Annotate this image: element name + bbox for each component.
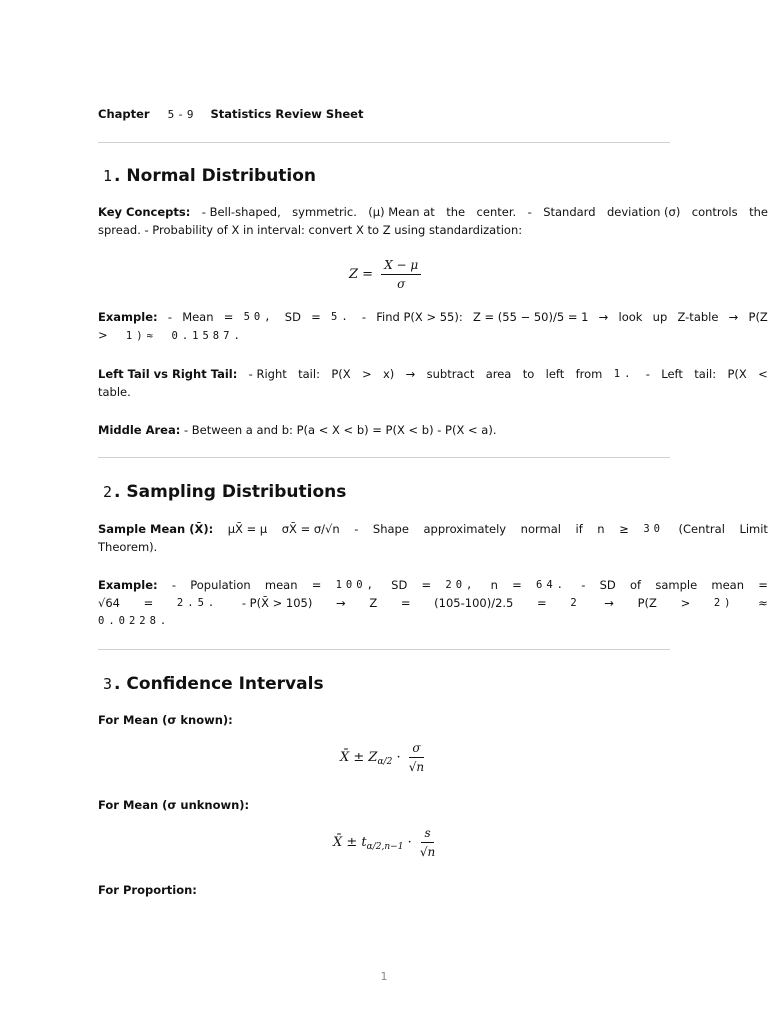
left-right-tail-paragraph [98, 365, 768, 401]
example-text: > [98, 328, 108, 342]
section-heading-sampling-distributions [103, 482, 346, 502]
line-word: - [167, 310, 172, 324]
line-word: tail: [694, 367, 717, 381]
line-word: the [749, 205, 768, 219]
line-word: ≥ [619, 522, 629, 536]
line-word: mean [264, 578, 298, 592]
line-word: (Central [678, 522, 725, 536]
line-word: n [490, 578, 498, 592]
line-word: (μ) Mean at [368, 205, 435, 219]
ci-numerator: σ [409, 741, 423, 758]
line-word: SD [599, 578, 616, 592]
ci-unknown-formula [333, 826, 435, 859]
line-word: = [143, 596, 154, 610]
ci-fraction [420, 826, 435, 859]
key-concepts-line-1 [98, 203, 768, 221]
section-title: . Normal Distribution [114, 166, 317, 186]
example-paragraph-2 [98, 576, 768, 630]
ci-numerator: s [421, 826, 433, 843]
divider [98, 649, 670, 650]
line-word: 2 [570, 597, 581, 609]
left-right-tail-line-2: table. [98, 385, 131, 399]
sample-mean-line-2: Theorem). [98, 540, 158, 554]
line-word: σX̄ = σ/√n [281, 522, 340, 536]
divider [98, 142, 670, 143]
ci-subscript: α/2,n−1 [366, 842, 404, 852]
formula-numerator: X − μ [381, 258, 421, 275]
section-number: 1 [103, 167, 113, 185]
line-word: μX̄ = μ [227, 522, 268, 536]
ci-fraction [409, 741, 424, 774]
example-line-2 [98, 326, 768, 345]
example-2-line-1 [98, 576, 768, 594]
mean-sigma-known-label: For Mean (σ known): [98, 713, 233, 727]
line-word: → [598, 310, 609, 324]
line-word: - [581, 578, 586, 592]
line-word: look [618, 310, 643, 324]
example-text: 1)≈ [125, 330, 157, 342]
line-word: P(X [727, 367, 747, 381]
example-line-1 [98, 308, 768, 326]
line-word: = [311, 578, 322, 592]
line-word: (105-100)/2.5 [434, 596, 514, 610]
formula-fraction [381, 258, 421, 291]
line-word: > [680, 596, 691, 610]
line-word: → [728, 310, 739, 324]
ci-dot: · [396, 750, 401, 765]
section-number: 2 [103, 483, 113, 501]
line-word: 100, [335, 579, 377, 591]
ci-dot: · [407, 835, 412, 850]
line-word: Population [190, 578, 251, 592]
line-word: = [512, 578, 522, 592]
example-2-line-3: 0.0228. [98, 615, 171, 627]
line-word: of [630, 578, 642, 592]
line-word: subtract [426, 367, 475, 381]
line-word: to [522, 367, 535, 381]
example-text: 0.1587. [171, 330, 244, 342]
line-word: x) [382, 367, 395, 381]
line-word: - Right [248, 367, 287, 381]
line-word: tail: [298, 367, 320, 381]
key-concepts-line-2: spread. - Probability of X in interval: convert X to Z using standardization: [98, 223, 523, 237]
section-number: 3 [103, 675, 113, 693]
line-word: mean [711, 578, 744, 592]
line-word: 50, [243, 311, 275, 323]
line-word: Left [661, 367, 683, 381]
left-right-tail-line-1 [98, 365, 768, 383]
line-word: deviation (σ) [606, 205, 681, 219]
line-word: - P(X̄ > 105) [241, 596, 313, 610]
chapter-label: Chapter [98, 107, 150, 121]
ci-denominator: √n [408, 760, 425, 774]
ci-known-formula [340, 741, 424, 774]
line-word: P(X [331, 367, 351, 381]
line-word: 2) [713, 597, 735, 609]
line-word: 5. [331, 311, 352, 323]
formula-lhs: Z = [349, 267, 374, 282]
middle-area-text: - Between a and b: P(a < X < b) = P(X < b) - P(X < a). [183, 423, 497, 437]
line-word: - [645, 367, 650, 381]
line-word: - [527, 205, 532, 219]
line-word: - [354, 522, 359, 536]
sample-mean-line-1 [98, 520, 768, 538]
line-word: → [604, 596, 614, 610]
z-score-formula [349, 258, 421, 291]
section-heading-confidence-intervals [103, 674, 324, 694]
line-word: Z [369, 596, 378, 610]
line-word: = [421, 578, 432, 592]
document-title: Statistics Review Sheet [210, 107, 364, 121]
example-2-line-2 [98, 594, 768, 612]
line-word: area [485, 367, 512, 381]
document-header [98, 107, 363, 121]
line-word: P(Z [748, 310, 768, 324]
line-word: Z-table [677, 310, 719, 324]
middle-area-paragraph [98, 421, 768, 439]
middle-area-label: Middle Area: [98, 423, 181, 437]
example-paragraph-1 [98, 308, 768, 345]
line-word: = [223, 310, 234, 324]
line-word: Find P(X > 55): [376, 310, 463, 324]
ci-pm-t: ± t [346, 835, 367, 850]
line-word: center. [476, 205, 517, 219]
line-word: = [537, 596, 547, 610]
mean-sigma-unknown-label: For Mean (σ unknown): [98, 798, 250, 812]
line-word: SD [284, 310, 301, 324]
line-word: = [311, 310, 321, 324]
sample-mean-label: Sample Mean (X̄): [98, 522, 214, 536]
line-word: 1. [613, 368, 635, 380]
line-word: 2.5. [176, 597, 219, 609]
example-label: Example: [98, 578, 158, 592]
line-word: √64 [98, 596, 120, 610]
line-word: 64. [536, 579, 567, 591]
line-word: > [361, 367, 372, 381]
line-word: Limit [739, 522, 768, 536]
line-word: Shape [372, 522, 409, 536]
line-word: n [597, 522, 605, 536]
line-word: SD [391, 578, 408, 592]
section-title: . Sampling Distributions [114, 482, 347, 502]
line-word: the [446, 205, 466, 219]
x-bar: X̄ [340, 750, 350, 765]
line-word: = [400, 596, 411, 610]
line-word: 30 [643, 523, 664, 535]
line-word: = [758, 578, 768, 592]
sample-mean-paragraph [98, 520, 768, 556]
line-word: from [575, 367, 603, 381]
line-word: symmetric. [292, 205, 357, 219]
section-heading-normal-distribution [103, 166, 316, 186]
line-word: left [545, 367, 565, 381]
line-word: 20, [445, 579, 477, 591]
line-word: - [171, 578, 176, 592]
line-word: Standard [543, 205, 596, 219]
example-label: Example: [98, 310, 158, 324]
line-word: approximately [423, 522, 507, 536]
line-word: - Bell-shaped, [201, 205, 281, 219]
line-word: if [575, 522, 583, 536]
chapter-range: 5-9 [167, 108, 197, 121]
line-word: → [405, 367, 416, 381]
line-word: sample [655, 578, 698, 592]
line-word: → [336, 596, 346, 610]
ci-subscript: α/2 [377, 757, 393, 767]
line-word: Z = (55 − 50)/5 = 1 [472, 310, 589, 324]
line-word: - [361, 310, 367, 324]
ci-denominator: √n [419, 845, 436, 859]
divider [98, 457, 670, 458]
line-word: Mean [182, 310, 214, 324]
key-concepts-paragraph [98, 203, 768, 239]
ci-pm-z: ± Z [353, 750, 378, 765]
left-right-tail-label: Left Tail vs Right Tail: [98, 367, 238, 381]
section-title: . Confidence Intervals [114, 674, 324, 694]
line-word: normal [520, 522, 561, 536]
line-word: up [652, 310, 668, 324]
key-concepts-label: Key Concepts: [98, 205, 191, 219]
proportion-label: For Proportion: [98, 883, 197, 897]
line-word: controls [691, 205, 738, 219]
line-word: ≈ [758, 596, 768, 610]
line-word: < [758, 367, 768, 381]
line-word: P(Z [637, 596, 657, 610]
page-number: 1 [380, 970, 388, 983]
x-bar: X̄ [333, 835, 343, 850]
formula-denominator: σ [397, 277, 406, 291]
